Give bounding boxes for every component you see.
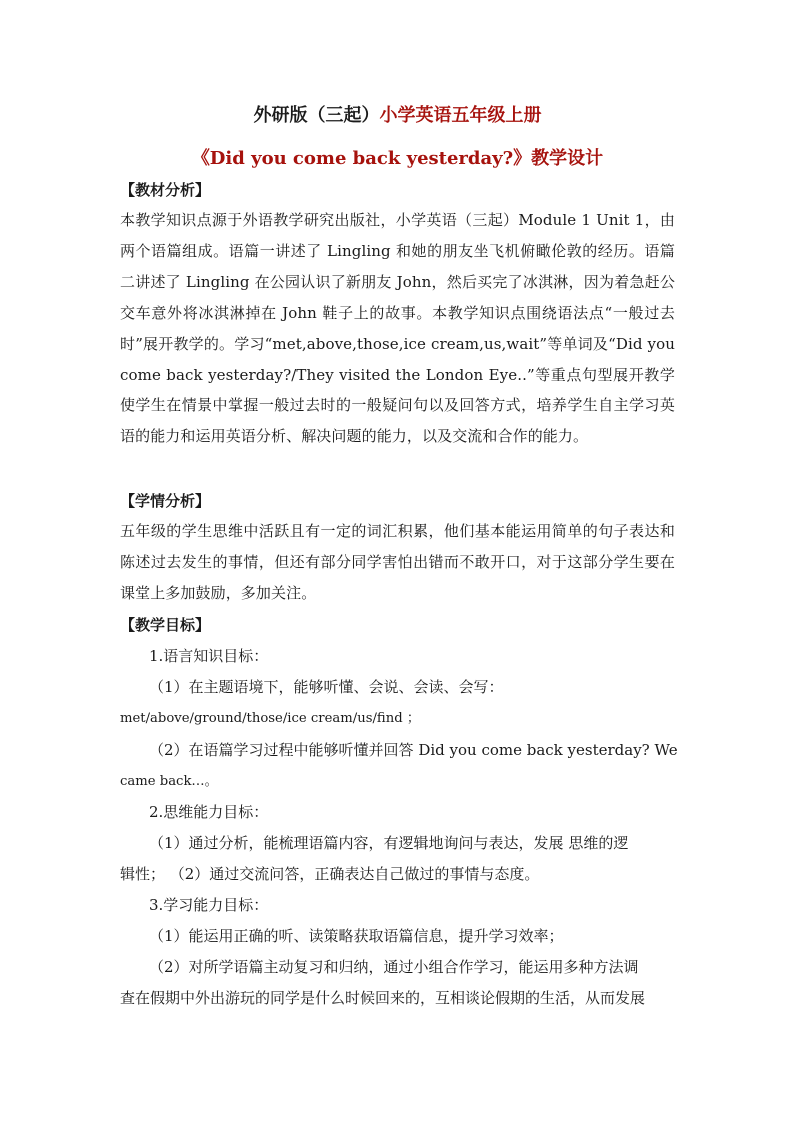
goal1-title: 1.语言知识目标： <box>149 647 269 665</box>
goal1-words: met/above/ground/those/ice cream/us/find ； <box>120 711 421 726</box>
document-title <box>120 104 675 128</box>
goal3-title: 3.学习能力目标： <box>149 896 269 914</box>
goal3-item1: （1）能运用正确的听、读策略获取语篇信息，提升学习效率； <box>149 927 564 945</box>
goal2-line2: 辑性； （2）通过交流问答，正确表达自己做过的事情与态度。 <box>120 865 540 883</box>
goal1-item1: （1）在主题语境下，能够听懂、会说、会读、会写： <box>149 678 504 696</box>
goal3-item2-line2: 查在假期中外出游玩的同学是什么时候回来的，互相谈论假期的生活，从而发展 <box>120 989 646 1007</box>
goal3-item2-line1: （2）对所学语篇主动复习和归纳，通过小组合作学习，能运用多种方法调 <box>149 958 639 976</box>
goal1-item2-line2: came back…。 <box>120 774 218 789</box>
goal2-title: 2.思维能力目标： <box>149 803 269 821</box>
title-grade: 小学英语五年级上册 <box>379 105 542 126</box>
section-heading-student-analysis: 【学情分析】 <box>120 492 211 510</box>
student-analysis-text: 五年级的学生思维中活跃且有一定的词汇积累，他们基本能运用简单的句子表达和陈述过去发生的事情，但还有部分同学害怕出错而不敢开口，对于这部分学生要在课堂上多加鼓励，多加关注。 <box>120 522 675 602</box>
textbook-analysis-text: 本教学知识点源于外语教学研究出版社，小学英语（三起）Module 1 Unit 1，由两个语篇组成。语篇一讲述了 Lingling 和她的朋友坐飞机俯瞰伦敦的经历。语篇二讲述了 Lingling 在公园认识了新朋友 John，然后买完了冰淇淋，因为着急赶公交车意外将冰淇淋掉在 John 鞋子上的故事。本教学知识点围绕语法点“一般过去时”展开教学的。学习“met,above,those,ice cream,us,wait”等单词及“Did you come back yesterday?/They visited the London Eye..”等重点句型展开教学使学生在情景中掌握一般过去时的一般疑问句以及回答方式，培养学生自主学习英语的能力和运用英语分析、解决问题的能力，以及交流和合作的能力。 <box>120 211 675 446</box>
goal1-item2-line1: （2）在语篇学习过程中能够听懂并回答 Did you come back yesterday? We <box>149 741 678 759</box>
title-publisher: 外研版（三起） <box>253 105 380 126</box>
document-subtitle: 《Did you come back yesterday?》教学设计 <box>191 148 604 169</box>
section-heading-textbook-analysis: 【教材分析】 <box>120 181 211 199</box>
section-heading-teaching-goals: 【教学目标】 <box>120 616 211 634</box>
goal2-line1: （1）通过分析，能梳理语篇内容，有逻辑地询问与表达，发展 思维的逻 <box>149 834 629 852</box>
